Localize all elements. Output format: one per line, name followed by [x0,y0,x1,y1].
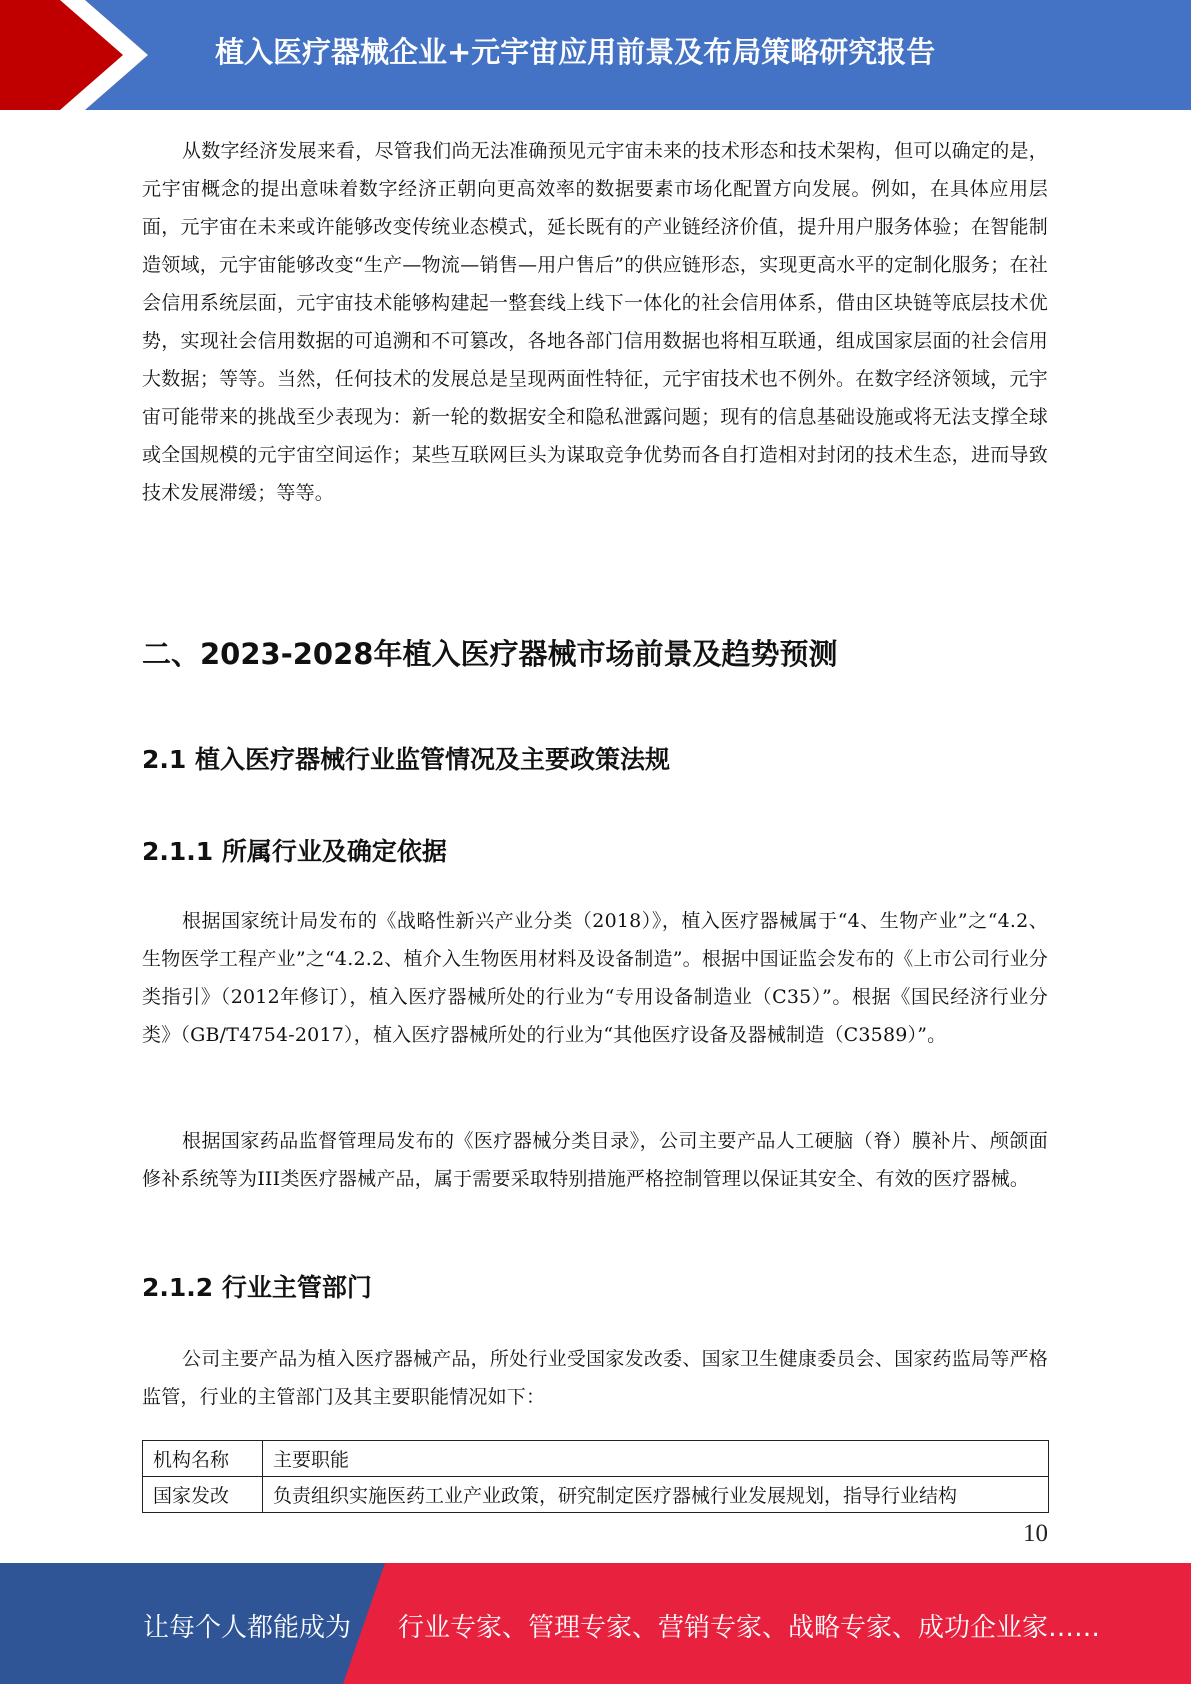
industry-paragraph-2: 根据国家药品监督管理局发布的《医疗器械分类目录》，公司主要产品人工硬脑（脊）膜补片、颅颌面修补系统等为III类医疗器械产品，属于需要采取特别措施严格控制管理以保证其安全、有效的医疗器械。 [142,1130,1048,1190]
industry-paragraph-1: 根据国家统计局发布的《战略性新兴产业分类（2018）》，植入医疗器械属于“4、生物产业”之“4.2、生物医学工程产业”之“4.2.2、植介入生物医用材料及设备制造”。根据中国证监会发布的《上市公司行业分类指引》（2012年修订），植入医疗器械所处的行业为“专用设备制造业（C35）”。根据《国民经济行业分类》（GB/T4754-2017），植入医疗器械所处的行业为“其他医疗设备及器械制造（C3589）”。 [142,910,1048,1046]
table-header-row [143,1441,1049,1477]
authority-paragraph-block [142,1340,1048,1416]
table-header-cell: 主要职能 [263,1441,1049,1477]
subsection-2-1-title: 2.1 植入医疗器械行业监管情况及主要政策法规 [142,745,670,774]
subsection-2-1-1-title: 2.1.1 所属行业及确定依据 [142,837,447,866]
industry-paragraph-2-block [142,1122,1048,1198]
intro-section [142,132,1048,512]
footer-slogan-right: 行业专家、管理专家、营销专家、战略专家、成功企业家…… [398,1613,1101,1643]
intro-paragraph: 从数字经济发展来看，尽管我们尚无法准确预见元宇宙未来的技术形态和技术架构，但可以确定的是，元宇宙概念的提出意味着数字经济正朝向更高效率的数据要素市场化配置方向发展。例如，在具体应用层面，元宇宙在未来或许能够改变传统业态模式，延长既有的产业链经济价值，提升用户服务体验；在智能制造领域，元宇宙能够改变“生产—物流—销售—用户售后”的供应链形态，实现更高水平的定制化服务；在社会信用系统层面，元宇宙技术能够构建起一整套线上线下一体化的社会信用体系，借由区块链等底层技术优势，实现社会信用数据的可追溯和不可篡改，各地各部门信用数据也将相互联通，组成国家层面的社会信用大数据；等等。当然，任何技术的发展总是呈现两面性特征，元宇宙技术也不例外。在数字经济领域，元宇宙可能带来的挑战至少表现为：新一轮的数据安全和隐私泄露问题；现有的信息基础设施或将无法支撑全球或全国规模的元宇宙空间运作；某些互联网巨头为谋取竞争优势而各自打造相对封闭的技术生态，进而导致技术发展滞缓；等等。 [142,140,1048,504]
section-title: 二、2023-2028年植入医疗器械市场前景及趋势预测 [142,637,838,671]
table-cell: 国家发改 [143,1477,263,1513]
authority-table [142,1440,1049,1513]
industry-paragraph-1-block [142,902,1048,1054]
page-header [0,0,1191,110]
table-cell: 负责组织实施医药工业产业政策，研究制定医疗器械行业发展规划，指导行业结构 [263,1477,1049,1513]
subsection-2-1-2-title: 2.1.2 行业主管部门 [142,1273,372,1302]
header-title: 植入医疗器械企业+元宇宙应用前景及布局策略研究报告 [215,35,936,69]
table-header-cell: 机构名称 [143,1441,263,1477]
footer-slogan-left: 让每个人都能成为 [143,1613,352,1643]
table-row [143,1477,1049,1513]
page-number: 10 [1023,1520,1048,1547]
page-footer [0,1563,1191,1684]
authority-paragraph: 公司主要产品为植入医疗器械产品，所处行业受国家发改委、国家卫生健康委员会、国家药监局等严格监管，行业的主管部门及其主要职能情况如下： [142,1348,1048,1408]
